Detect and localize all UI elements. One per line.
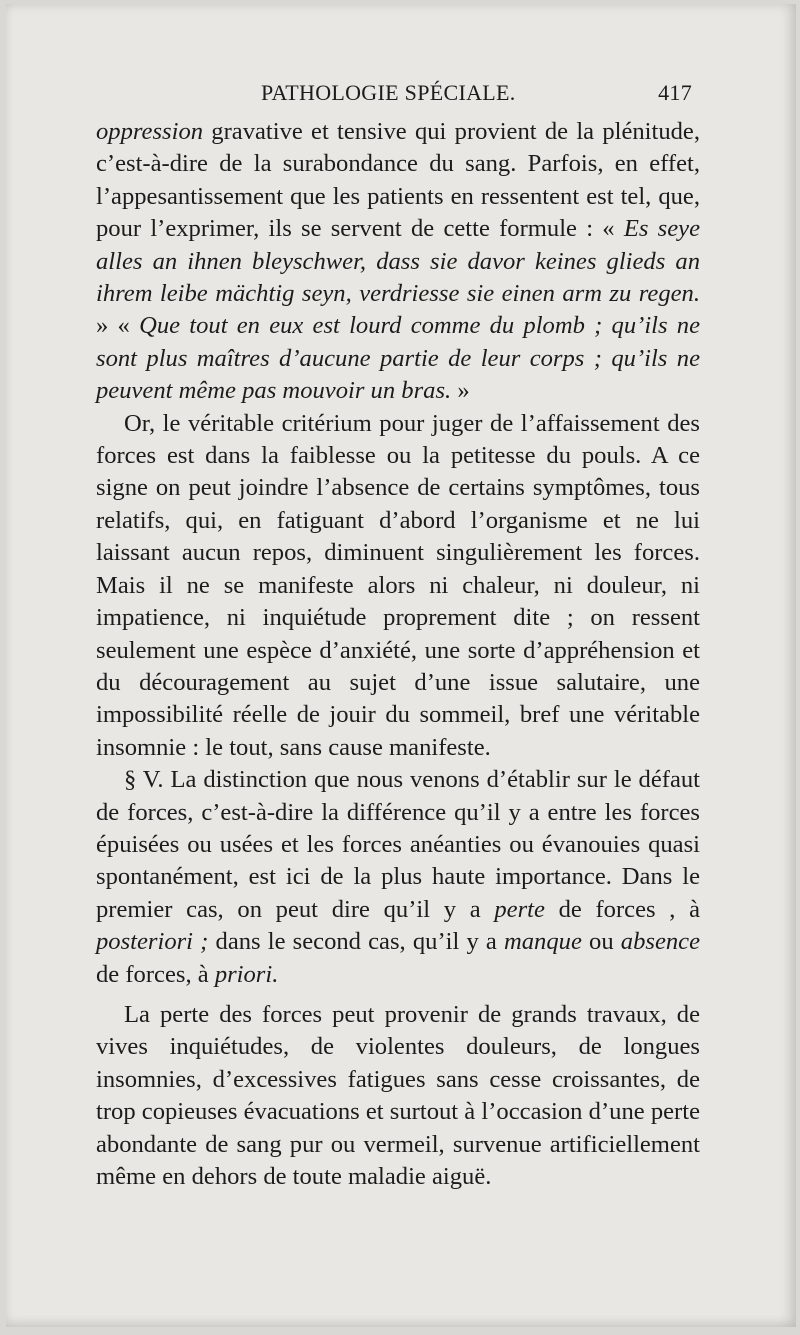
text-span: de forces , à — [544, 895, 701, 923]
book-page — [6, 4, 796, 1327]
paragraph-1 — [96, 116, 700, 408]
text-span: absence — [620, 928, 701, 956]
text-span: priori. — [214, 960, 279, 988]
text-span: § V. La distinction que nous venons d’établir sur le défaut de forces, c’est-à-dire la différence qu’il y a entre les forces épuisées ou usées et les forces anéanties ou évanouies quasi spontanément, est ici de la plus haute importance. Dans le premier cas, on peut dire qu’il y a — [96, 766, 700, 923]
text-span: manque — [504, 928, 582, 956]
paragraph-4 — [96, 999, 700, 1193]
text-span: ou — [581, 928, 621, 956]
text-span: dans le second cas, qu’il y a — [208, 928, 504, 956]
text-span: de forces, à — [96, 960, 215, 988]
text-span: perte — [494, 895, 545, 923]
text-span: Or, le véritable critérium pour juger de l’affaissement des forces est dans la faiblesse ou la petitesse du pouls. A ce signe on peut joindre l’absence de certains symptômes, tous relatifs, qui, en fatiguant d’abord l’organisme et ne lui laissant aucun repos, diminuent singulièrement les forces. Mais il ne se manifeste alors ni chaleur, ni douleur, ni impatience, ni inquiétude proprement dite ; on ressent seulement une espèce d’anxiété, une sorte d’appréhension et du découragement au sujet d’une issue salutaire, une impossibilité réelle de jouir du sommeil, bref une véritable insomnie : le tout, sans cause manifeste. — [96, 409, 700, 761]
running-head — [96, 80, 692, 110]
body-text — [96, 116, 700, 1193]
text-span: oppression — [96, 118, 204, 145]
running-title: PATHOLOGIE SPÉCIALE. — [261, 80, 516, 105]
paragraph-3 — [96, 764, 700, 991]
text-span: gravative et tensive qui provient de la plénitude, c’est-à-dire de la surabondance du sang. Parfois, en effet, l’appesantissement que les patients en ressentent est tel, que, pour l’exprimer, ils se servent de cette formule : « — [96, 118, 700, 243]
paragraph-2 — [96, 408, 700, 764]
text-span: La perte des forces peut provenir de grands travaux, de vives inquiétudes, de violentes douleurs, de longues insomnies, d’excessives fatigues sans cesse croissantes, de trop copieuses évacuations et surtout à l’occasion d’une perte abondante de sang pur ou vermeil, survenue artificiellement même en dehors de toute maladie aiguë. — [96, 1000, 700, 1190]
text-span: posteriori ; — [96, 928, 209, 956]
text-span: Que tout en eux est lourd comme du plomb ; qu’ils ne sont plus maîtres d’aucune partie de leur corps ; qu’ils ne peuvent même pas mouvoir un bras. — [96, 312, 701, 405]
text-span: » « — [96, 312, 140, 340]
text-span: Es seye alles an ihnen bleyschwer, dass sie davor keines glieds an ihrem leibe mächtig seyn, verdriesse sie einen arm zu regen. — [96, 215, 701, 308]
page-number: 417 — [658, 80, 692, 105]
text-span: » — [451, 377, 470, 405]
